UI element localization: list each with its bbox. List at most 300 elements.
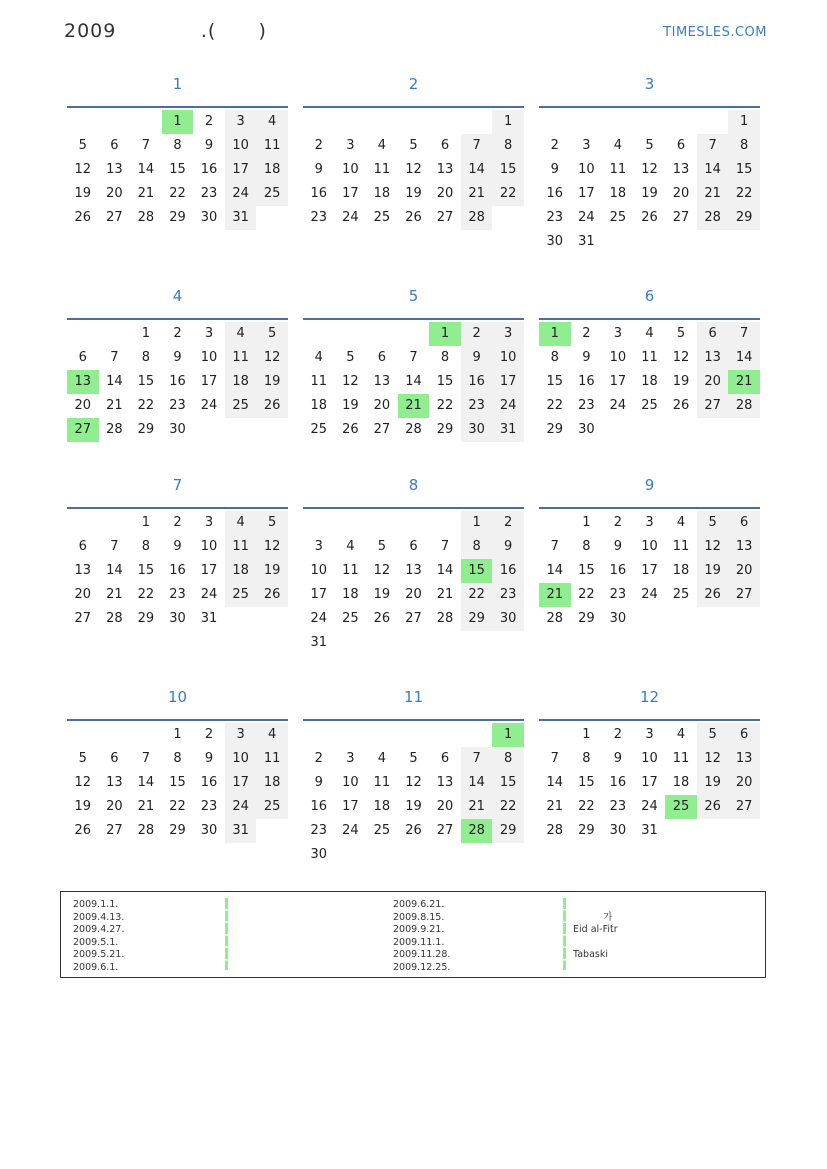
empty-cell	[366, 322, 398, 346]
day-cell: 28	[137, 823, 155, 838]
day-cell: 15	[492, 771, 524, 795]
day-cell: 31	[641, 823, 658, 838]
day-cell: 19	[256, 559, 288, 583]
day-cell: 11	[225, 535, 257, 559]
day-cell: 25	[256, 795, 288, 819]
day-cell: 16	[310, 799, 328, 814]
day-cell: 28	[461, 206, 493, 230]
day-cell: 30	[609, 823, 627, 838]
legend-row: 2009.8.15.	[393, 911, 445, 923]
day-cell: 12	[342, 374, 359, 389]
day-cell: 3	[314, 539, 323, 554]
day-cell: 18	[373, 186, 391, 201]
month-days	[539, 507, 760, 631]
page-title: 2009 .( )	[64, 20, 267, 42]
day-cell: 26	[373, 611, 391, 626]
day-cell: 11	[373, 775, 391, 790]
day-cell: 21	[137, 799, 155, 814]
day-cell: 31	[578, 234, 595, 249]
day-cell: 15	[436, 374, 454, 389]
month-12	[539, 685, 760, 843]
day-cell: 16	[609, 775, 627, 790]
empty-cell	[303, 511, 335, 535]
day-cell: 1	[582, 515, 591, 530]
day-cell: 5	[645, 138, 654, 153]
day-cell: 5	[676, 326, 686, 341]
month-name: 8	[408, 476, 419, 494]
day-cell: 9	[492, 535, 524, 559]
empty-cell	[429, 723, 461, 747]
month-3	[539, 72, 760, 254]
month-name: 9	[644, 476, 655, 494]
day-cell: 22	[492, 182, 524, 206]
day-cell: 25	[641, 398, 658, 413]
holiday-legend	[60, 891, 766, 978]
day-cell: 1	[582, 727, 591, 742]
day-cell: 26	[641, 210, 658, 225]
day-cell: 16	[546, 186, 564, 201]
day-cell: 10	[225, 747, 257, 771]
day-cell: 25	[256, 182, 288, 206]
day-cell: 24	[578, 210, 595, 225]
month-days	[303, 507, 524, 655]
day-cell: 24	[225, 182, 257, 206]
day-cell: 10	[641, 539, 658, 554]
day-cell: 19	[342, 398, 359, 413]
legend-row: Tabaski	[573, 949, 608, 960]
day-cell: 12	[74, 162, 92, 177]
holiday-day: 13	[67, 370, 99, 394]
holiday-day: 21	[728, 370, 760, 394]
empty-cell	[539, 110, 571, 134]
day-cell: 2	[173, 326, 182, 341]
day-cell: 13	[74, 563, 92, 578]
day-cell: 6	[676, 138, 686, 153]
day-cell: 22	[461, 583, 493, 607]
empty-cell	[366, 723, 398, 747]
day-cell: 19	[74, 799, 92, 814]
day-cell: 16	[200, 162, 218, 177]
day-cell: 12	[641, 162, 658, 177]
day-cell: 15	[728, 158, 760, 182]
day-cell: 2	[204, 727, 214, 742]
day-cell: 7	[550, 751, 559, 766]
legend-row: 2009.5.1.	[73, 936, 119, 948]
day-cell: 7	[461, 134, 493, 158]
day-cell: 5	[409, 138, 418, 153]
day-cell: 14	[137, 775, 155, 790]
day-cell: 15	[492, 158, 524, 182]
day-cell: 8	[550, 350, 559, 365]
day-cell: 28	[546, 823, 564, 838]
day-cell: 16	[578, 374, 595, 389]
holiday-day: 15	[461, 559, 493, 583]
legend-dates-right	[393, 899, 450, 974]
day-cell: 18	[373, 799, 391, 814]
day-cell: 23	[492, 583, 524, 607]
day-cell: 17	[200, 374, 218, 389]
month-name: 1	[172, 75, 183, 93]
empty-cell	[571, 110, 603, 134]
day-cell: 17	[200, 563, 218, 578]
day-cell: 24	[310, 611, 328, 626]
legend-row	[573, 899, 618, 912]
day-cell: 18	[256, 771, 288, 795]
empty-cell	[697, 110, 729, 134]
empty-cell	[99, 723, 131, 747]
month-name: 11	[403, 688, 424, 706]
day-cell: 21	[106, 398, 123, 413]
legend-row: 2009.5.21.	[73, 949, 125, 960]
legend-row: 2009.12.25.	[393, 961, 451, 973]
day-cell: 18	[342, 587, 359, 602]
day-cell: 20	[728, 559, 760, 583]
day-cell: 3	[645, 515, 654, 530]
legend-row: 2009.1.1.	[73, 899, 119, 910]
empty-cell	[130, 110, 162, 134]
month-10	[67, 685, 288, 843]
day-cell: 23	[169, 587, 186, 602]
day-cell: 13	[436, 775, 454, 790]
day-cell: 19	[256, 370, 288, 394]
day-cell: 6	[377, 350, 387, 365]
day-cell: 5	[78, 138, 87, 153]
day-cell: 5	[409, 751, 418, 766]
empty-cell	[461, 110, 493, 134]
day-cell: 4	[256, 110, 288, 134]
legend-row: 2009.4.27.	[73, 924, 125, 935]
day-cell: 22	[578, 799, 595, 814]
day-cell: 15	[169, 162, 186, 177]
day-cell: 13	[405, 563, 422, 578]
day-cell: 23	[200, 186, 218, 201]
day-cell: 9	[204, 138, 214, 153]
empty-cell	[429, 511, 461, 535]
day-cell: 6	[78, 539, 87, 554]
day-cell: 20	[373, 398, 391, 413]
day-cell: 6	[110, 138, 119, 153]
month-6	[539, 284, 760, 442]
day-cell: 10	[342, 775, 359, 790]
day-cell: 24	[225, 795, 257, 819]
day-cell: 12	[256, 535, 288, 559]
day-cell: 31	[200, 611, 218, 626]
day-cell: 26	[256, 583, 288, 607]
day-cell: 29	[137, 611, 155, 626]
day-cell: 4	[377, 751, 387, 766]
month-8	[303, 473, 524, 655]
legend-row	[573, 937, 618, 950]
day-cell: 14	[461, 158, 493, 182]
month-days	[67, 318, 288, 442]
day-cell: 3	[204, 326, 214, 341]
day-cell: 25	[342, 611, 359, 626]
day-cell: 17	[225, 771, 257, 795]
legend-row: 2009.6.21.	[393, 899, 445, 910]
day-cell: 8	[582, 751, 591, 766]
day-cell: 14	[697, 158, 729, 182]
day-cell: 31	[225, 819, 257, 843]
month-days	[539, 106, 760, 254]
day-cell: 21	[137, 186, 155, 201]
day-cell: 19	[405, 186, 422, 201]
legend-row: 2009.6.1.	[73, 961, 119, 973]
day-cell: 21	[106, 587, 123, 602]
day-cell: 23	[609, 587, 627, 602]
day-cell: 22	[137, 587, 155, 602]
day-cell: 8	[173, 138, 182, 153]
empty-cell	[303, 322, 335, 346]
day-cell: 6	[728, 723, 760, 747]
day-cell: 11	[256, 134, 288, 158]
day-cell: 7	[697, 134, 729, 158]
day-cell: 20	[728, 771, 760, 795]
day-cell: 12	[697, 747, 729, 771]
day-cell: 21	[697, 182, 729, 206]
day-cell: 19	[697, 559, 729, 583]
empty-cell	[602, 110, 634, 134]
empty-cell	[99, 511, 131, 535]
day-cell: 26	[672, 398, 690, 413]
day-cell: 23	[310, 823, 328, 838]
day-cell: 10	[342, 162, 359, 177]
day-cell: 29	[578, 611, 595, 626]
day-cell: 16	[310, 186, 328, 201]
day-cell: 16	[461, 370, 493, 394]
day-cell: 30	[169, 422, 186, 437]
day-cell: 9	[613, 751, 623, 766]
day-cell: 28	[106, 611, 123, 626]
day-cell: 4	[613, 138, 623, 153]
day-cell: 10	[578, 162, 595, 177]
month-name: 7	[172, 476, 183, 494]
day-cell: 13	[436, 162, 454, 177]
month-days	[303, 318, 524, 442]
empty-cell	[67, 511, 99, 535]
day-cell: 6	[728, 511, 760, 535]
day-cell: 13	[106, 162, 123, 177]
day-cell: 4	[225, 322, 257, 346]
empty-cell	[665, 110, 697, 134]
day-cell: 11	[672, 751, 690, 766]
day-cell: 20	[405, 587, 422, 602]
day-cell: 9	[582, 350, 591, 365]
day-cell: 22	[436, 398, 454, 413]
day-cell: 4	[314, 350, 323, 365]
day-cell: 20	[74, 587, 92, 602]
day-cell: 4	[225, 511, 257, 535]
month-2	[303, 72, 524, 230]
empty-cell	[461, 723, 493, 747]
day-cell: 12	[697, 535, 729, 559]
day-cell: 10	[200, 539, 218, 554]
day-cell: 27	[728, 795, 760, 819]
day-cell: 12	[74, 775, 92, 790]
day-cell: 29	[728, 206, 760, 230]
day-cell: 7	[141, 751, 151, 766]
day-cell: 20	[74, 398, 92, 413]
day-cell: 2	[613, 727, 623, 742]
day-cell: 5	[377, 539, 387, 554]
day-cell: 30	[492, 607, 524, 631]
month-name: 10	[167, 688, 188, 706]
day-cell: 29	[137, 422, 155, 437]
day-cell: 17	[225, 158, 257, 182]
day-cell: 20	[436, 799, 454, 814]
day-cell: 21	[546, 799, 564, 814]
day-cell: 6	[78, 350, 87, 365]
day-cell: 10	[225, 134, 257, 158]
day-cell: 18	[641, 374, 658, 389]
day-cell: 30	[200, 210, 218, 225]
day-cell: 14	[546, 563, 564, 578]
day-cell: 26	[256, 394, 288, 418]
month-days	[539, 318, 760, 442]
day-cell: 9	[550, 162, 559, 177]
day-cell: 23	[461, 394, 493, 418]
day-cell: 23	[578, 398, 595, 413]
day-cell: 24	[200, 398, 218, 413]
day-cell: 26	[74, 210, 92, 225]
day-cell: 14	[728, 346, 760, 370]
day-cell: 8	[492, 747, 524, 771]
day-cell: 2	[173, 515, 182, 530]
day-cell: 23	[169, 398, 186, 413]
day-cell: 20	[697, 370, 729, 394]
day-cell: 23	[310, 210, 328, 225]
day-cell: 28	[728, 394, 760, 418]
site-logo[interactable]: TIMESLES.COM	[663, 25, 767, 40]
day-cell: 20	[436, 186, 454, 201]
day-cell: 14	[106, 563, 123, 578]
day-cell: 18	[609, 186, 627, 201]
day-cell: 29	[169, 210, 186, 225]
month-name: 3	[644, 75, 655, 93]
day-cell: 24	[492, 394, 524, 418]
empty-cell	[335, 110, 367, 134]
month-days	[303, 106, 524, 230]
holiday-day: 27	[67, 418, 99, 442]
month-name: 12	[639, 688, 660, 706]
day-cell: 17	[641, 775, 658, 790]
day-cell: 29	[492, 819, 524, 843]
day-cell: 13	[672, 162, 690, 177]
day-cell: 9	[314, 162, 323, 177]
day-cell: 22	[137, 398, 155, 413]
day-cell: 2	[314, 751, 323, 766]
empty-cell	[398, 723, 430, 747]
empty-cell	[130, 723, 162, 747]
day-cell: 7	[728, 322, 760, 346]
month-name: 5	[408, 287, 419, 305]
day-cell: 3	[346, 751, 355, 766]
month-9	[539, 473, 760, 631]
empty-cell	[67, 322, 99, 346]
day-cell: 8	[141, 539, 151, 554]
month-days	[67, 507, 288, 631]
day-cell: 26	[74, 823, 92, 838]
day-cell: 6	[440, 138, 450, 153]
empty-cell	[398, 511, 430, 535]
day-cell: 3	[645, 727, 654, 742]
day-cell: 7	[409, 350, 418, 365]
day-cell: 5	[346, 350, 355, 365]
day-cell: 4	[346, 539, 355, 554]
day-cell: 5	[697, 723, 729, 747]
day-cell: 12	[256, 346, 288, 370]
empty-cell	[99, 110, 131, 134]
day-cell: 22	[728, 182, 760, 206]
legend-row: 2009.9.21.	[393, 924, 445, 935]
month-days	[539, 719, 760, 843]
legend-dates-left	[73, 899, 124, 974]
day-cell: 14	[405, 374, 422, 389]
day-cell: 22	[546, 398, 564, 413]
holiday-day: 1	[429, 322, 461, 346]
day-cell: 20	[106, 799, 123, 814]
day-cell: 30	[310, 847, 328, 862]
day-cell: 11	[342, 563, 359, 578]
day-cell: 3	[225, 110, 257, 134]
day-cell: 15	[137, 374, 155, 389]
day-cell: 31	[225, 206, 257, 230]
day-cell: 30	[461, 418, 493, 442]
day-cell: 17	[641, 563, 658, 578]
month-5	[303, 284, 524, 442]
day-cell: 1	[173, 727, 182, 742]
day-cell: 9	[314, 775, 323, 790]
month-7	[67, 473, 288, 631]
legend-row: 2009.4.13.	[73, 911, 125, 923]
day-cell: 23	[546, 210, 564, 225]
day-cell: 19	[697, 771, 729, 795]
day-cell: 17	[492, 370, 524, 394]
day-cell: 30	[200, 823, 218, 838]
day-cell: 20	[106, 186, 123, 201]
day-cell: 8	[173, 751, 182, 766]
day-cell: 12	[373, 563, 391, 578]
day-cell: 3	[204, 515, 214, 530]
day-cell: 5	[256, 322, 288, 346]
day-cell: 15	[578, 563, 595, 578]
day-cell: 13	[728, 747, 760, 771]
day-cell: 1	[141, 515, 151, 530]
month-4	[67, 284, 288, 442]
holiday-day: 1	[492, 723, 524, 747]
day-cell: 31	[492, 418, 524, 442]
holiday-day: 21	[539, 583, 571, 607]
day-cell: 25	[225, 394, 257, 418]
day-cell: 18	[225, 370, 257, 394]
day-cell: 30	[578, 422, 595, 437]
day-cell: 11	[310, 374, 328, 389]
day-cell: 25	[672, 587, 690, 602]
day-cell: 19	[74, 186, 92, 201]
day-cell: 5	[697, 511, 729, 535]
day-cell: 14	[461, 771, 493, 795]
day-cell: 27	[436, 210, 454, 225]
day-cell: 2	[582, 326, 591, 341]
day-cell: 11	[609, 162, 627, 177]
day-cell: 1	[492, 110, 524, 134]
day-cell: 5	[256, 511, 288, 535]
day-cell: 4	[377, 138, 387, 153]
day-cell: 23	[200, 799, 218, 814]
day-cell: 16	[609, 563, 627, 578]
empty-cell	[303, 110, 335, 134]
day-cell: 24	[609, 398, 627, 413]
empty-cell	[99, 322, 131, 346]
